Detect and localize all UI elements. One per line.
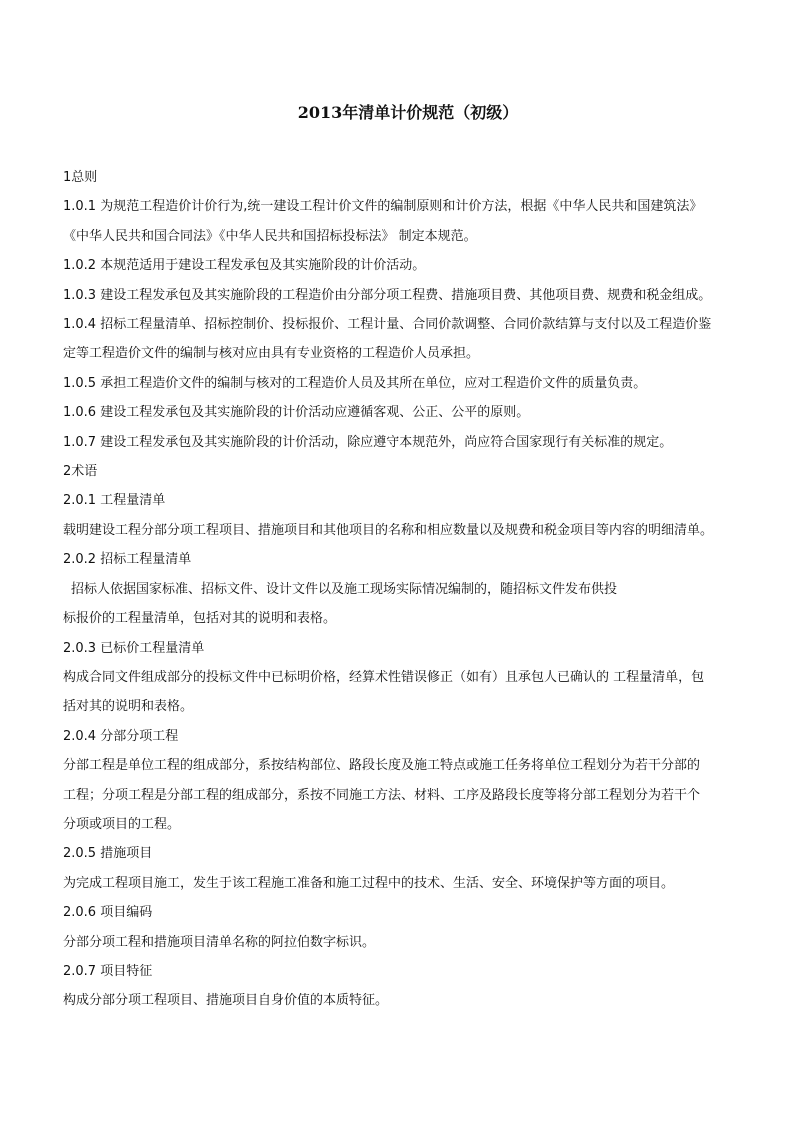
term-2-0-4-heading: 2.0.4 分部分项工程 <box>63 728 179 744</box>
clause-1-0-1: 1.0.1 为规范工程造价计价行为,统一建设工程计价文件的编制原则和计价方法，根据《中华人民共和国建筑法》 <box>63 199 703 215</box>
clause-1-0-1-continued: 《中华人民共和国合同法》《中华人民共和国招标投标法》 制定本规范。 <box>63 228 477 244</box>
term-2-0-2-heading: 2.0.2 招标工程量清单 <box>63 552 192 568</box>
clause-1-0-4: 1.0.4 招标工程量清单、招标控制价、投标报价、工程计量、合同价款调整、合同价款结算与支付以及工程造价鉴 <box>63 317 712 333</box>
clause-1-0-5: 1.0.5 承担工程造价文件的编制与核对的工程造价人员及其所在单位，应对工程造价文件的质量负责。 <box>63 375 647 391</box>
term-2-0-7-definition: 构成分部分项工程项目、措施项目自身价值的本质特征。 <box>63 993 389 1009</box>
term-2-0-6-definition: 分部分项工程和措施项目清单名称的阿拉伯数字标识。 <box>63 934 376 950</box>
section-heading-terms: 2术语 <box>63 464 98 480</box>
term-2-0-1-heading: 2.0.1 工程量清单 <box>63 493 166 509</box>
term-2-0-3-definition-continued: 括对其的说明和表格。 <box>63 699 194 715</box>
clause-1-0-2: 1.0.2 本规范适用于建设工程发承包及其实施阶段的计价活动。 <box>63 258 426 274</box>
document-body <box>63 163 763 1016</box>
term-2-0-7-heading: 2.0.7 项目特征 <box>63 963 153 979</box>
clause-1-0-3: 1.0.3 建设工程发承包及其实施阶段的工程造价由分部分项工程费、措施项目费、其他项目费、规费和税金组成。 <box>63 287 712 303</box>
clause-1-0-7: 1.0.7 建设工程发承包及其实施阶段的计价活动，除应遵守本规范外，尚应符合国家现行有关标准的规定。 <box>63 434 673 450</box>
term-2-0-3-definition: 构成合同文件组成部分的投标文件中已标明价格，经算术性错误修正（如有）且承包人已确认的 工程量清单，包 <box>63 669 705 685</box>
term-2-0-4-definition: 分部工程是单位工程的组成部分，系按结构部位、路段长度及施工特点或施工任务将单位工程划分为若干分部的 <box>63 758 701 774</box>
term-2-0-4-definition-continued: 工程；分项工程是分部工程的组成部分，系按不同施工方法、材料、工序及路段长度等将分部工程划分为若干个 <box>63 787 701 803</box>
term-2-0-2-definition-continued: 标报价的工程量清单，包括对其的说明和表格。 <box>63 611 337 627</box>
clause-1-0-6: 1.0.6 建设工程发承包及其实施阶段的计价活动应遵循客观、公正、公平的原则。 <box>63 405 530 421</box>
document-title: 2013年清单计价规范（初级） <box>297 103 519 122</box>
term-2-0-3-heading: 2.0.3 已标价工程量清单 <box>63 640 205 656</box>
term-2-0-2-definition: 招标人依据国家标准、招标文件、设计文件以及施工现场实际情况编制的，随招标文件发布供投 <box>71 581 618 597</box>
term-2-0-1-definition: 载明建设工程分部分项工程项目、措施项目和其他项目的名称和相应数量以及规费和税金项目等内容的明细清单。 <box>63 522 714 538</box>
term-2-0-5-definition: 为完成工程项目施工，发生于该工程施工准备和施工过程中的技术、生活、安全、环境保护等方面的项目。 <box>63 875 675 891</box>
section-heading-general: 1总则 <box>63 170 98 185</box>
term-2-0-6-heading: 2.0.6 项目编码 <box>63 905 153 921</box>
clause-1-0-4-continued: 定等工程造价文件的编制与核对应由具有专业资格的工程造价人员承担。 <box>63 346 480 362</box>
term-2-0-4-definition-end: 分项或项目的工程。 <box>63 816 181 832</box>
term-2-0-5-heading: 2.0.5 措施项目 <box>63 846 153 862</box>
